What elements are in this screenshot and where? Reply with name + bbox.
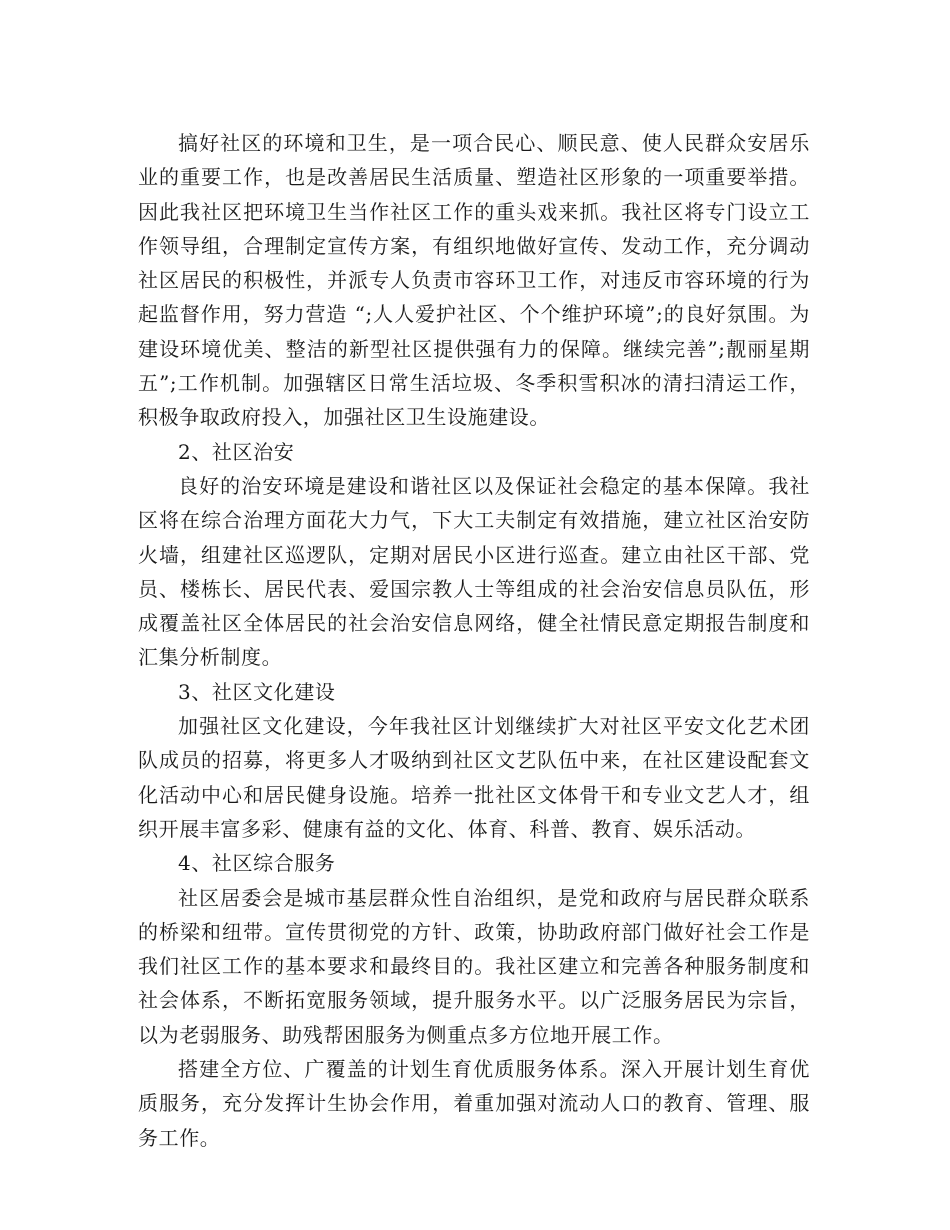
section-heading-culture: 3、社区文化建设 <box>178 679 336 704</box>
paragraph-culture: 加强社区文化建设，今年我社区计划继续扩大对社区平安文化艺术团队成员的招募，将更多人才吸纳到社区文艺队伍中来，在社区建设配套文化活动中心和居民健身设施。培养一批社区文体骨干和专业文艺人才，组织开展丰富多彩、健康有益的文化、体育、科普、教育、娱乐活动。 <box>138 714 810 841</box>
section-heading-services: 4、社区综合服务 <box>178 851 336 876</box>
paragraph-security: 良好的治安环境是建设和谐社区以及保证社会稳定的基本保障。我社区将在综合治理方面花大力气，下大工夫制定有效措施，建立社区治安防火墙，组建社区巡逻队，定期对居民小区进行巡查。建立由社区干部、党员、楼栋长、居民代表、爱国宗教人士等组成的社会治安信息员队伍，形成覆盖社区全体居民的社会治安信息网络，健全社情民意定期报告制度和汇集分析制度。 <box>138 473 810 670</box>
paragraph-environment: 搞好社区的环境和卫生，是一项合民心、顺民意、使人民群众安居乐业的重要工作，也是改善居民生活质量、塑造社区形象的一项重要举措。因此我社区把环境卫生当作社区工作的重头戏来抓。我社区将专门设立工作领导组，合理制定宣传方案，有组织地做好宣传、发动工作，充分调动社区居民的积极性，并派专人负责市容环卫工作，对违反市容环境的行为起监督作用，努力营造 “;人人爱护社区、个个维护环境”;的良好氛围。为建设环境优美、整洁的新型社区提供强有力的保障。继续完善”;靓丽星期五”;工作机制。加强辖区日常生活垃圾、冬季积雪积冰的清扫清运工作，积极争取政府投入，加强社区卫生设施建设。 <box>138 131 810 430</box>
section-heading-security: 2、社区治安 <box>178 439 295 464</box>
paragraph-services: 社区居委会是城市基层群众性自治组织，是党和政府与居民群众联系的桥梁和纽带。宣传贯彻党的方针、政策，协助政府部门做好社会工作是我们社区工作的基本要求和最终目的。我社区建立和完善各种服务制度和社会体系，不断拓宽服务领域，提升服务水平。以广泛服务居民为宗旨，以为老弱服务、助残帮困服务为侧重点多方位地开展工作。 <box>138 885 810 1047</box>
paragraph-family-planning: 搭建全方位、广覆盖的计划生育优质服务体系。深入开展计划生育优质服务，充分发挥计生协会作用，着重加强对流动人口的教育、管理、服务工作。 <box>138 1057 810 1150</box>
document-body <box>138 126 810 1155</box>
